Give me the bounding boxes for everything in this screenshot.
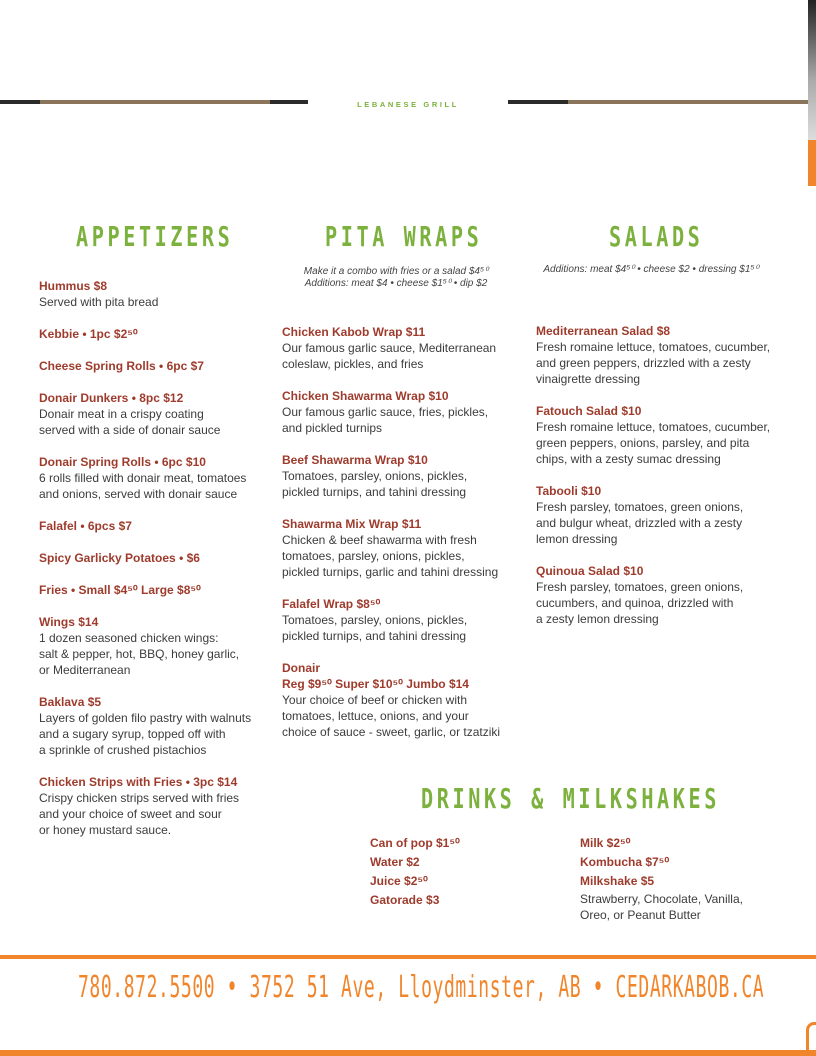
drink-item: Water $2 bbox=[370, 855, 420, 869]
appetizers-title: APPETIZERS bbox=[76, 220, 234, 253]
drink-item: Milk $2⁵⁰ bbox=[580, 836, 631, 850]
drinks-right bbox=[580, 834, 780, 923]
menu-item-description: Tomatoes, parsley, onions, pickles, pickled turnips, and tahini dressing bbox=[282, 469, 468, 499]
pita-wraps-title: PITA WRAPS bbox=[325, 220, 483, 253]
menu-item-name: Fatouch Salad $10 bbox=[536, 404, 642, 418]
salads-list bbox=[536, 323, 786, 627]
drinks-title: DRINKS & MILKSHAKES bbox=[421, 782, 721, 815]
corner-accent bbox=[806, 1022, 816, 1056]
menu-item bbox=[39, 454, 269, 502]
menu-item-name: Falafel • 6pcs $7 bbox=[39, 519, 132, 533]
salads-column bbox=[536, 264, 786, 643]
header-bar-right bbox=[508, 100, 808, 104]
menu-item-description: Crispy chicken strips served with fries and your choice of sweet and sour or honey mustard sauce. bbox=[39, 791, 240, 837]
menu-item-description: Our famous garlic sauce, Mediterranean coleslaw, pickles, and fries bbox=[282, 341, 497, 371]
menu-item-name: Kebbie • 1pc $2⁵⁰ bbox=[39, 327, 138, 341]
menu-item-name: Chicken Kabob Wrap $11 bbox=[282, 325, 426, 339]
header-bar-left bbox=[0, 100, 308, 104]
menu-item-description: Your choice of beef or chicken with tomatoes, lettuce, onions, and your choice of sauce - sweet, garlic, or tzatziki bbox=[282, 693, 501, 739]
menu-item-name: Cheese Spring Rolls • 6pc $7 bbox=[39, 359, 204, 373]
combo-note: Make it a combo with fries or a salad $4⁵⁰ bbox=[303, 266, 489, 277]
drink-item: Juice $2⁵⁰ bbox=[370, 874, 428, 888]
menu-item-name: Baklava $5 bbox=[39, 695, 102, 709]
menu-item-name: Wings $14 bbox=[39, 615, 99, 629]
menu-item-description: Fresh romaine lettuce, tomatoes, cucumber, and green peppers, drizzled with a zesty vinaigrette dressing bbox=[536, 340, 771, 386]
menu-item-name: Quinoua Salad $10 bbox=[536, 564, 644, 578]
menu-item bbox=[39, 550, 269, 566]
menu-item bbox=[282, 324, 522, 372]
pita-wraps-list bbox=[282, 324, 522, 740]
salads-title: SALADS bbox=[609, 220, 704, 253]
menu-item bbox=[282, 452, 522, 500]
menu-item-name: Donair Dunkers • 8pc $12 bbox=[39, 391, 184, 405]
appetizers-list bbox=[39, 278, 269, 838]
menu-item bbox=[536, 483, 786, 547]
menu-item-name: Donair Reg $9⁵⁰ Super $10⁵⁰ Jumbo $14 bbox=[282, 661, 469, 691]
menu-item bbox=[536, 323, 786, 387]
drink-item: Kombucha $7⁵⁰ bbox=[580, 855, 670, 869]
edge-accent bbox=[808, 140, 816, 186]
drink-item: Can of pop $1⁵⁰ bbox=[370, 836, 460, 850]
pita-wraps-column bbox=[282, 266, 522, 756]
footer-top-line bbox=[0, 955, 816, 959]
milkshake-flavors: Strawberry, Chocolate, Vanilla, Oreo, or Peanut Butter bbox=[580, 892, 743, 922]
menu-item bbox=[39, 694, 269, 758]
menu-item bbox=[39, 278, 269, 310]
menu-item bbox=[282, 516, 522, 580]
menu-item bbox=[536, 403, 786, 467]
menu-item-name: Spicy Garlicky Potatoes • $6 bbox=[39, 551, 200, 565]
menu-item bbox=[282, 388, 522, 436]
menu-item-name: Tabooli $10 bbox=[536, 484, 602, 498]
menu-item-name: Falafel Wrap $8⁵⁰ bbox=[282, 597, 381, 611]
menu-item bbox=[39, 582, 269, 598]
menu-item-name: Fries • Small $4⁵⁰ Large $8⁵⁰ bbox=[39, 583, 201, 597]
menu-item-description: Tomatoes, parsley, onions, pickles, pickled turnips, and tahini dressing bbox=[282, 613, 468, 643]
drinks-left bbox=[370, 834, 550, 910]
menu-item-description: Donair meat in a crispy coating served with a side of donair sauce bbox=[39, 407, 221, 437]
menu-item-description: Served with pita bread bbox=[39, 295, 159, 309]
drink-item: Milkshake $5 bbox=[580, 874, 655, 888]
menu-item-description: Our famous garlic sauce, fries, pickles, and pickled turnips bbox=[282, 405, 489, 435]
menu-item-description: 1 dozen seasoned chicken wings: salt & pepper, hot, BBQ, honey garlic, or Mediterranean bbox=[39, 631, 240, 677]
menu-item-description: 6 rolls filled with donair meat, tomatoes and onions, served with donair sauce bbox=[39, 471, 247, 501]
menu-item-description: Fresh parsley, tomatoes, green onions, cucumbers, and quinoa, drizzled with a zesty lemon dressing bbox=[536, 580, 744, 626]
menu-item-name: Donair Spring Rolls • 6pc $10 bbox=[39, 455, 206, 469]
menu-item-description: Layers of golden filo pastry with walnuts and a sugary syrup, topped off with a sprinkle of crushed pistachios bbox=[39, 711, 252, 757]
salad-additions-note: Additions: meat $4⁵⁰ • cheese $2 • dressing $1⁵⁰ bbox=[543, 264, 759, 275]
menu-item-name: Chicken Strips with Fries • 3pc $14 bbox=[39, 775, 238, 789]
footer-bottom-line bbox=[0, 1050, 816, 1056]
tagline: LEBANESE GRILL bbox=[357, 100, 459, 109]
menu-item-description: Fresh romaine lettuce, tomatoes, cucumber, green peppers, onions, parsley, and pita chips, with a zesty sumac dressing bbox=[536, 420, 771, 466]
drinks-right-list bbox=[580, 834, 780, 891]
menu-item bbox=[39, 774, 269, 838]
menu-item bbox=[39, 358, 269, 374]
menu-item bbox=[39, 614, 269, 678]
menu-item-name: Mediterranean Salad $8 bbox=[536, 324, 671, 338]
menu-item-name: Hummus $8 bbox=[39, 279, 108, 293]
menu-item-name: Chicken Shawarma Wrap $10 bbox=[282, 389, 449, 403]
footer-contact: 780.872.5500 • 3752 51 Ave, Lloydminster, AB • CEDARKABOB.CA bbox=[78, 970, 765, 1005]
wrap-additions-note: Additions: meat $4 • cheese $1⁵⁰ • dip $2 bbox=[304, 278, 488, 289]
menu-item bbox=[536, 563, 786, 627]
drink-item: Gatorade $3 bbox=[370, 893, 440, 907]
menu-item-description: Fresh parsley, tomatoes, green onions, and bulgur wheat, drizzled with a zesty lemon dressing bbox=[536, 500, 744, 546]
menu-item bbox=[282, 596, 522, 644]
menu-item bbox=[39, 518, 269, 534]
menu-item-name: Shawarma Mix Wrap $11 bbox=[282, 517, 422, 531]
menu-item-name: Beef Shawarma Wrap $10 bbox=[282, 453, 428, 467]
menu-item bbox=[39, 326, 269, 342]
edge-photo bbox=[808, 0, 816, 140]
drinks-left-list bbox=[370, 834, 550, 910]
appetizers-column bbox=[39, 278, 269, 854]
menu-item bbox=[282, 660, 522, 740]
menu-item-description: Chicken & beef shawarma with fresh tomatoes, parsley, onions, pickles, pickled turnips, garlic and tahini dressing bbox=[282, 533, 499, 579]
menu-item bbox=[39, 390, 269, 438]
